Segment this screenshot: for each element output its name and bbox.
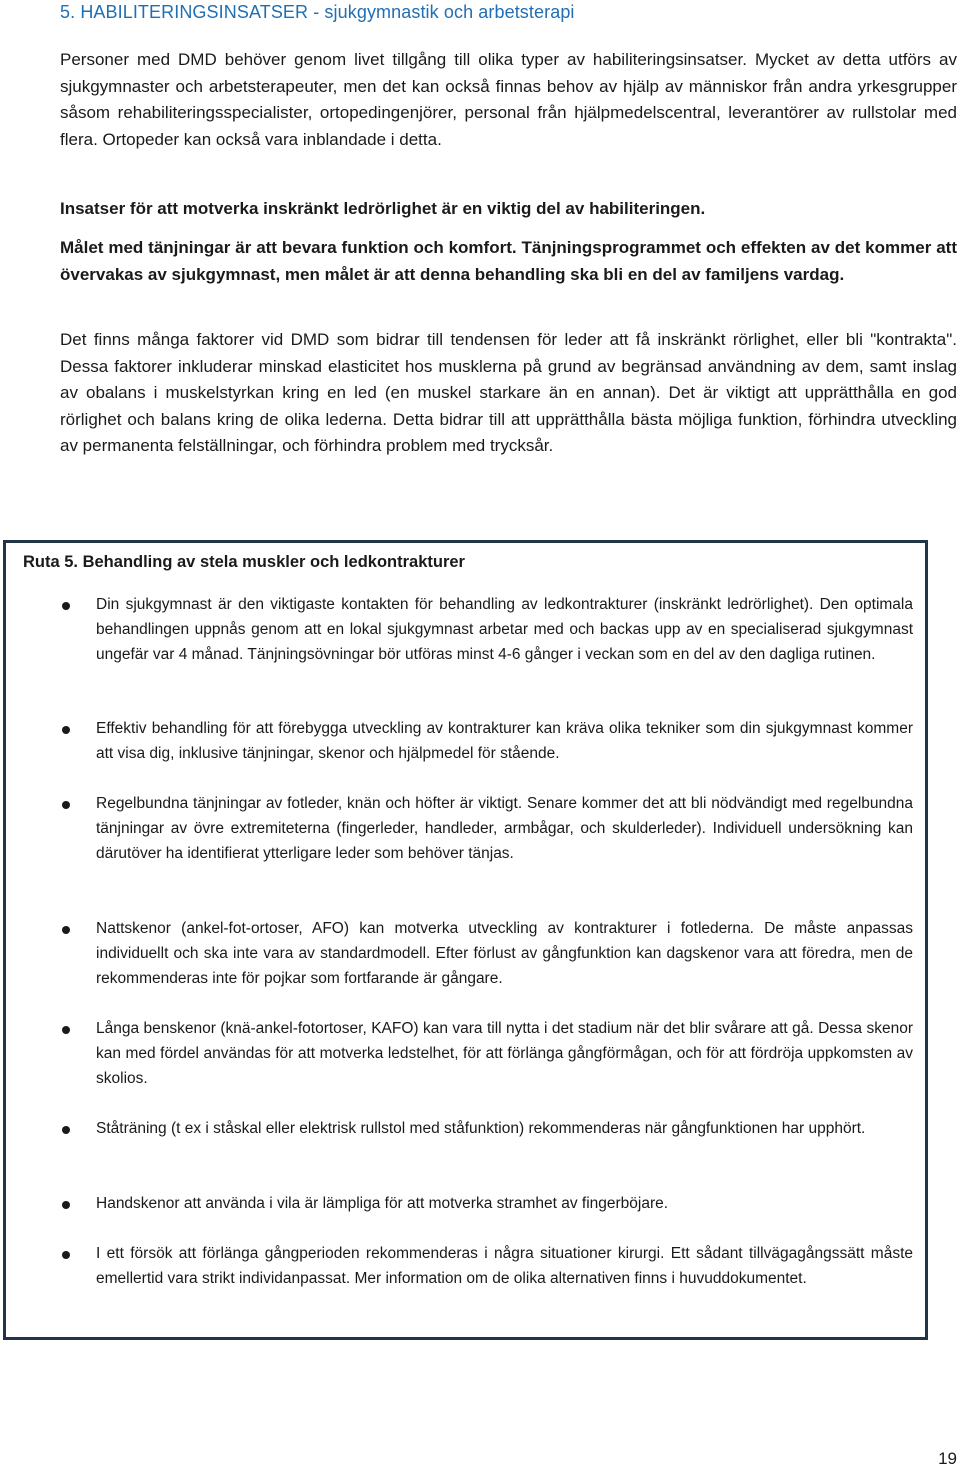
bullet-icon bbox=[62, 1251, 70, 1259]
bullet-icon bbox=[62, 726, 70, 734]
list-item: Din sjukgymnast är den viktigaste kontakten för behandling av ledkontrakturer (inskränkt ledrörlighet). Den optimala behandlingen uppnås genom att en lokal sjukgymnast arbetar med och backas upp av en specialiserad sjukgymnast ungefär var 4 månad. Tänjningsövningar bör utföras minst 4-6 gånger i veckan som en del av den dagliga rutinen. bbox=[96, 596, 913, 663]
list-item: Nattskenor (ankel-fot-ortoser, AFO) kan motverka utveckling av kontrakturer i fotlederna. De måste anpassas individuellt och ska inte vara av standardmodell. Efter förlust av gångfunktion kan dagskenor vara att föredra, men de rekommenderas inte för pojkar som fortfarande är gångare. bbox=[96, 920, 913, 987]
bold-statement-paragraph: Insatser för att motverka inskränkt ledrörlighet är en viktig del av habiliteringen. bbox=[60, 199, 706, 218]
bullet-icon bbox=[62, 1201, 70, 1209]
info-box bbox=[3, 540, 928, 1340]
section-heading: 5. HABILITERINGSINSATSER - sjukgymnastik och arbetsterapi bbox=[60, 2, 575, 22]
stretching-goal-paragraph: Målet med tänjningar är att bevara funktion och komfort. Tänjningsprogrammet och effekten av det kommer att övervakas av sjukgymnast, men målet är att denna behandling ska bli en del av familjens vardag. bbox=[60, 238, 957, 284]
intro-paragraph: Personer med DMD behöver genom livet tillgång till olika typer av habiliteringsinsatser. Mycket av detta utförs av sjukgymnaster och arbetsterapeuter, men det kan också finnas behov av hjälp av människor från andra yrkesgrupper såsom rehabiliteringsspecialister, ortopedingenjörer, personal från hjälpmedelscentral, leverantörer av rullstolar med flera. Ortopeder kan också vara inblandade i detta. bbox=[60, 50, 957, 149]
factors-paragraph: Det finns många faktorer vid DMD som bidrar till tendensen för leder att få inskränkt rörlighet, eller bli "kontrakta". Dessa faktorer inkluderar minskad elasticitet hos musklerna på grund av begränsad användning av dem, samt inslag av obalans i muskelstyrkan kring en led (en muskel starkare än en annan). Det är viktigt att upprätthålla en god rörlighet och balans kring de olika lederna. Detta bidrar till att upprätthålla bästa möjliga funktion, förhindra utveckling av permanenta felställningar, och förhindra problem med trycksår. bbox=[60, 330, 957, 455]
bullet-icon bbox=[62, 926, 70, 934]
list-item: Långa benskenor (knä-ankel-fotortoser, KAFO) kan vara till nytta i det stadium när det blir svårare att gå. Dessa skenor kan med fördel användas för att motverka ledstelhet, för att förlänga gångförmågan, och för att fördröja uppkomsten av skolios. bbox=[96, 1020, 913, 1087]
list-item: I ett försök att förlänga gångperioden rekommenderas i några situationer kirurgi. Ett sådant tillvägagångssätt måste emellertid vara strikt individanpassat. Mer information om de olika alternativen finns i huvuddokumentet. bbox=[96, 1245, 913, 1287]
list-item: Regelbundna tänjningar av fotleder, knän och höfter är viktigt. Senare kommer det att bli nödvändigt med regelbundna tänjningar av övre extremiteterna (fingerleder, handleder, armbågar, och skulderleder). Individuell undersökning kan därutöver ha identifierat ytterligare leder som behöver tänjas. bbox=[96, 795, 913, 862]
list-item: Ståträning (t ex i ståskal eller elektrisk rullstol med ståfunktion) rekommenderas när gångfunktionen har upphört. bbox=[96, 1120, 866, 1137]
bullet-icon bbox=[62, 602, 70, 610]
list-item: Effektiv behandling för att förebygga utveckling av kontrakturer kan kräva olika tekniker som din sjukgymnast kommer att visa dig, inklusive tänjningar, skenor och hjälpmedel för stående. bbox=[96, 720, 913, 762]
bullet-icon bbox=[62, 801, 70, 809]
list-item: Handskenor att använda i vila är lämpliga för att motverka stramhet av fingerböjare. bbox=[96, 1195, 669, 1212]
bullet-icon bbox=[62, 1126, 70, 1134]
page-number: 19 bbox=[938, 1449, 957, 1468]
info-box-title: Ruta 5. Behandling av stela muskler och ledkontrakturer bbox=[23, 553, 465, 571]
bullet-icon bbox=[62, 1026, 70, 1034]
